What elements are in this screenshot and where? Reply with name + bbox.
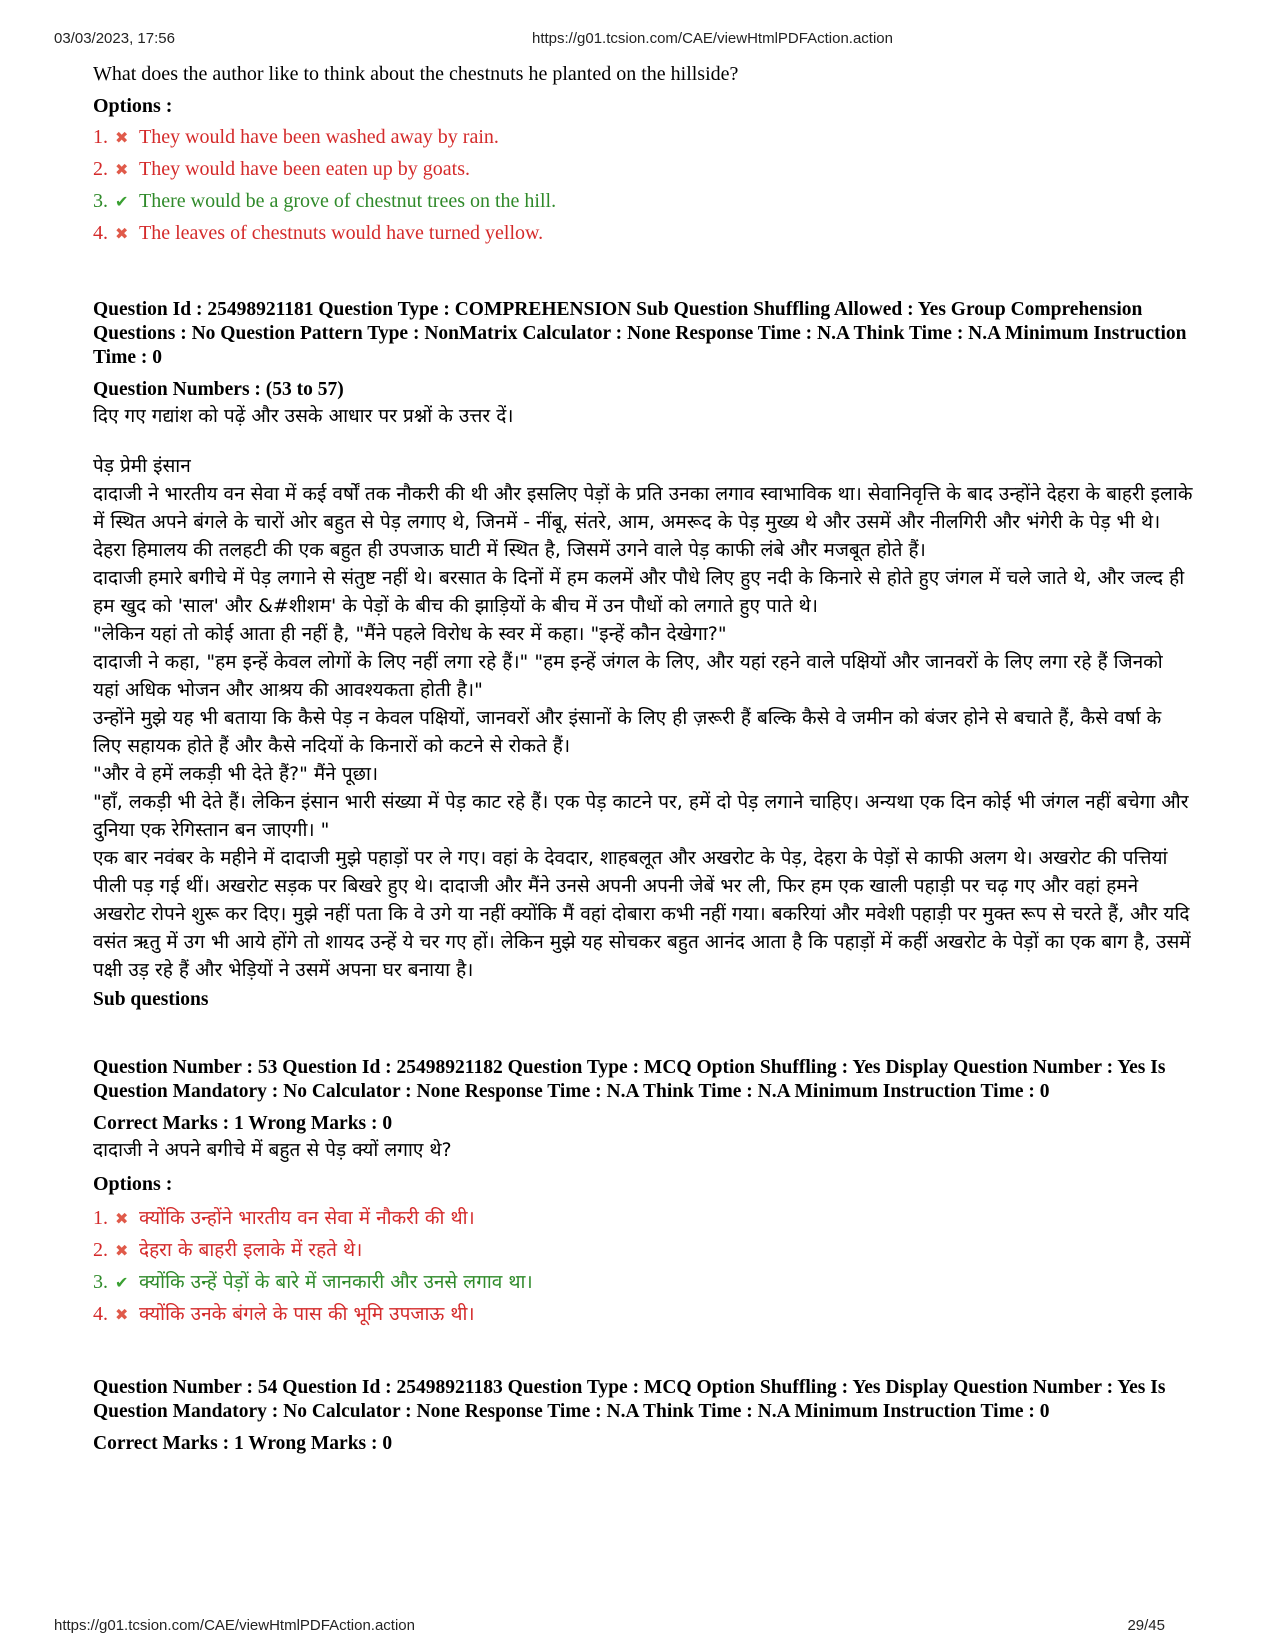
option-text: They would have been eaten up by goats. xyxy=(139,158,471,180)
cross-icon: ✖ xyxy=(115,1305,129,1324)
cross-icon: ✖ xyxy=(115,1241,129,1260)
check-icon: ✔ xyxy=(115,192,129,211)
question-text: दादाजी ने अपने बगीचे में बहुत से पेड़ क्यों लगाए थे? xyxy=(93,1139,452,1161)
passage-paragraph: "हाँ, लकड़ी भी देते हैं। लेकिन इंसान भारी संख्या में पेड़ काट रहे हैं। एक पेड़ काटने पर, हमें दो पेड़ लगाने चाहिए। अन्यथा एक दिन कोई भी जंगल नहीं बचेगा और दुनिया एक रेगिस्तान बन जाएगी। " xyxy=(93,791,1189,841)
option-text: The leaves of chestnuts would have turned yellow. xyxy=(139,222,544,244)
question-meta: Question Number : 53 Question Id : 25498921182 Question Type : MCQ Option Shuffling : Yes Display Question Number : Yes Is Question Mandatory : No Calculator : None Response Time : N.A Think Time : N.A Minimum Instruction Time : 0 xyxy=(93,1057,1166,1102)
print-url[interactable]: https://g01.tcsion.com/CAE/viewHtmlPDFAction.action xyxy=(532,30,893,47)
passage-paragraph: उन्होंने मुझे यह भी बताया कि कैसे पेड़ न केवल पक्षियों, जानवरों और इंसानों के लिए ही ज़रूरी हैं बल्कि कैसे वे जमीन को बंजर होने से बचाते हैं, कैसे वर्षा के लिए सहायक होते हैं और कैसे नदियों के किनारों को कटने से रोकते हैं। xyxy=(93,707,1162,757)
option-number: 3. xyxy=(93,1271,108,1293)
option-item xyxy=(93,1236,1193,1268)
options-label: Options : xyxy=(93,1173,173,1195)
option-number: 2. xyxy=(93,158,108,180)
passage-paragraph: दादाजी ने कहा, "हम इन्हें केवल लोगों के लिए नहीं लगा रहे हैं।" "हम इन्हें जंगल के लिए, और यहां रहने वाले पक्षियों और जानवरों के लिए लगा रहे हैं जिनको यहां अधिक भोजन और आश्रय की आवश्यकता होती है।" xyxy=(93,651,1163,701)
option-item xyxy=(93,1300,1193,1332)
question-meta: Question Number : 54 Question Id : 25498921183 Question Type : MCQ Option Shuffling : Yes Display Question Number : Yes Is Question Mandatory : No Calculator : None Response Time : N.A Think Time : N.A Minimum Instruction Time : 0 xyxy=(93,1377,1166,1422)
passage xyxy=(93,452,1193,984)
passage-paragraph: "और वे हमें लकड़ी भी देते हैं?" मैंने पूछा। xyxy=(93,763,379,785)
page-content xyxy=(93,62,1193,1456)
option-item xyxy=(93,222,1193,254)
print-header xyxy=(0,30,1275,50)
print-datetime: 03/03/2023, 17:56 xyxy=(54,30,175,47)
cross-icon: ✖ xyxy=(115,1209,129,1228)
page-number: 29/45 xyxy=(1127,1617,1165,1634)
options-list xyxy=(93,1204,1193,1332)
passage-paragraph: दादाजी हमारे बगीचे में पेड़ लगाने से संतुष्ट नहीं थे। बरसात के दिनों में हम कलमें और पौधे लिए हुए नदी के किनारे से होते हुए जंगल में चले जाते थे, और जल्द ही हम खुद को 'साल' और &#शीशम' के पेड़ों के बीच की झाड़ियों के बीच में उन पौधों को लगाते हुए पाते थे। xyxy=(93,567,1185,617)
passage-paragraph: "लेकिन यहां तो कोई आता ही नहीं है, "मैंने पहले विरोध के स्वर में कहा। "इन्हें कौन देखेगा?" xyxy=(93,623,727,645)
option-text: क्योंकि उनके बंगले के पास की भूमि उपजाऊ थी। xyxy=(139,1303,475,1325)
option-number: 4. xyxy=(93,222,108,244)
cross-icon: ✖ xyxy=(115,128,129,147)
question-marks: Correct Marks : 1 Wrong Marks : 0 xyxy=(93,1433,393,1454)
option-item xyxy=(93,1268,1193,1300)
option-text: क्योंकि उन्हें पेड़ों के बारे में जानकारी और उनसे लगाव था। xyxy=(139,1271,533,1293)
passage-paragraph: एक बार नवंबर के महीने में दादाजी मुझे पहाड़ों पर ले गए। वहां के देवदार, शाहबलूत और अखरोट के पेड़, देहरा के पेड़ों से काफी अलग थे। अखरोट की पत्तियां पीली पड़ गई थीं। अखरोट सड़क पर बिखरे हुए थे। दादाजी और मैंने उनसे अपनी अपनी जेबें भर ली, फिर हम एक खाली पहाड़ी पर चढ़ गए और वहां हमने अखरोट रोपने शुरू कर दिए। मुझे नहीं पता कि वे उगे या नहीं क्योंकि मैं वहां दोबारा कभी नहीं गया। बकरियां और मवेशी पहाड़ी पर मुक्त रूप से चरते हैं, और यदि वसंत ऋतु में उग भी आये होंगे तो शायद उन्हें ये चर गए हों। लेकिन मुझे यह सोचकर बहुत आनंद आता है कि पहाड़ों में कहीं अखरोट के पेड़ों का एक बाग है, उसमें पक्षी उड़ रहे हैं और भेड़ियों ने उसमें अपना घर बनाया है। xyxy=(93,847,1191,981)
option-text: देहरा के बाहरी इलाके में रहते थे। xyxy=(139,1239,363,1261)
option-item xyxy=(93,190,1193,222)
option-item xyxy=(93,1204,1193,1236)
print-footer xyxy=(0,1617,1275,1637)
option-number: 1. xyxy=(93,1207,108,1229)
option-number: 2. xyxy=(93,1239,108,1261)
cross-icon: ✖ xyxy=(115,160,129,179)
question-marks: Correct Marks : 1 Wrong Marks : 0 xyxy=(93,1113,393,1134)
option-number: 4. xyxy=(93,1303,108,1325)
options-label: Options : xyxy=(93,95,173,117)
sub-questions-label: Sub questions xyxy=(93,989,209,1010)
option-text: क्योंकि उन्होंने भारतीय वन सेवा में नौकरी की थी। xyxy=(139,1207,475,1229)
option-number: 1. xyxy=(93,126,108,148)
option-item xyxy=(93,158,1193,190)
comprehension-meta: Question Id : 25498921181 Question Type : COMPREHENSION Sub Question Shuffling Allowed : Yes Group Comprehension Questions : No Question Pattern Type : NonMatrix Calculator : None Response Time : N.A Think Time : N.A Minimum Instruction Time : 0 xyxy=(93,299,1187,368)
question-text: What does the author like to think about the chestnuts he planted on the hillside? xyxy=(93,63,739,85)
passage-title: पेड़ प्रेमी इंसान xyxy=(93,455,191,477)
option-number: 3. xyxy=(93,190,108,212)
comprehension-instruction: दिए गए गद्यांश को पढ़ें और उसके आधार पर प्रश्नों के उत्तर दें। xyxy=(93,405,514,427)
option-text: There would be a grove of chestnut trees on the hill. xyxy=(139,190,557,212)
passage-paragraph: दादाजी ने भारतीय वन सेवा में कई वर्षों तक नौकरी की थी और इसलिए पेड़ों के प्रति उनका लगाव स्वाभाविक था। सेवानिवृत्ति के बाद उन्होंने देहरा के बाहरी इलाके में स्थित अपने बंगले के चारों ओर बहुत से पेड़ लगाए थे, जिनमें - नींबू, संतरे, आम, अमरूद के पेड़ मुख्य थे और उसमें और नीलगिरी और भंगेरी के पेड़ भी थे। देहरा हिमालय की तलहटी की एक बहुत ही उपजाऊ घाटी में स्थित है, जिसमें उगने वाले पेड़ काफी लंबे और मजबूत होते हैं। xyxy=(93,483,1193,561)
footer-url[interactable]: https://g01.tcsion.com/CAE/viewHtmlPDFAction.action xyxy=(54,1617,415,1634)
cross-icon: ✖ xyxy=(115,224,129,243)
options-list xyxy=(93,126,1193,254)
check-icon: ✔ xyxy=(115,1273,129,1292)
question-numbers: Question Numbers : (53 to 57) xyxy=(93,379,344,400)
option-text: They would have been washed away by rain. xyxy=(139,126,499,148)
option-item xyxy=(93,126,1193,158)
